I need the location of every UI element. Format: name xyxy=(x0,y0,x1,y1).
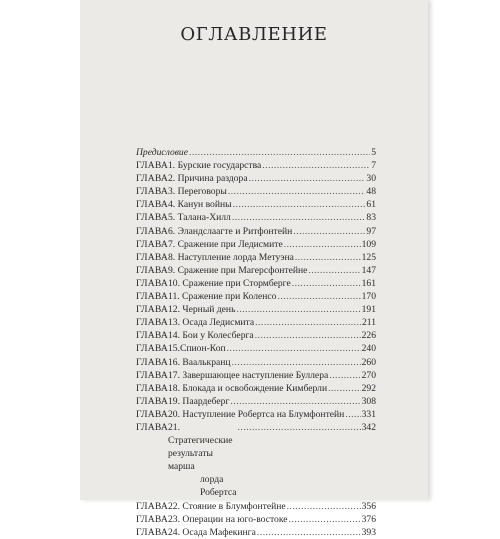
toc-entry-title: 8. Наступление лорда Метуэна xyxy=(168,251,294,263)
toc-chapter-label: ГЛАВА xyxy=(136,526,168,538)
toc-entry-title: 10. Сражение при Стормберге xyxy=(168,277,291,289)
toc-entry[interactable] xyxy=(136,316,376,329)
toc-page-number: 260 xyxy=(361,356,376,368)
dot-leader xyxy=(329,369,360,382)
toc-entry-title: 15.Спион-Коп xyxy=(168,343,226,355)
toc-page-number: 331 xyxy=(361,408,376,420)
toc-chapter-label: ГЛАВА xyxy=(136,277,168,289)
toc-chapter-label: ГЛАВА xyxy=(136,395,168,407)
toc-entry[interactable] xyxy=(136,225,376,238)
toc-page-number: 61 xyxy=(366,199,376,211)
toc-entry-title: Предисловие xyxy=(136,147,188,158)
toc-chapter-label: ГЛАВА xyxy=(136,199,168,211)
toc-chapter-label: ГЛАВА xyxy=(136,421,168,433)
toc-entry[interactable] xyxy=(136,277,376,290)
toc-page-number: 30 xyxy=(366,173,376,185)
toc-page-number: 97 xyxy=(366,225,376,237)
toc-page-number: 240 xyxy=(361,343,376,355)
toc-entry[interactable] xyxy=(136,395,376,408)
toc-entry[interactable] xyxy=(136,172,376,185)
toc-page-number: 393 xyxy=(361,526,376,538)
toc-chapter-label: ГЛАВА xyxy=(136,513,168,525)
toc-entry[interactable] xyxy=(136,526,376,539)
toc-entry-title: 1. Бурские государства xyxy=(168,160,262,172)
toc-entry-title: 13. Осада Ледисмита xyxy=(168,317,255,329)
toc-page-number: 83 xyxy=(366,212,376,224)
toc-page-number: 147 xyxy=(361,264,376,276)
table-of-contents xyxy=(136,146,376,539)
toc-chapter-label: ГЛАВА xyxy=(136,408,168,420)
toc-entry-title: 19. Паардеберг xyxy=(168,395,230,407)
toc-entry[interactable] xyxy=(136,290,376,303)
dot-leader xyxy=(284,238,361,251)
toc-entry[interactable] xyxy=(136,303,376,316)
toc-entry-title: 22. Стояние в Блумфонтейне xyxy=(168,500,286,512)
dot-leader xyxy=(277,290,360,303)
dot-leader xyxy=(308,264,360,277)
toc-entry[interactable] xyxy=(136,251,376,264)
dot-leader xyxy=(292,277,361,290)
dot-leader xyxy=(232,356,361,369)
toc-entry[interactable] xyxy=(136,198,376,211)
dot-leader xyxy=(287,500,361,513)
toc-page-number: 109 xyxy=(361,238,376,250)
toc-entry-title: 6. Эландслаагте и Ритфонтейн xyxy=(168,225,293,237)
dot-leader xyxy=(295,251,361,264)
toc-chapter-label: ГЛАВА xyxy=(136,304,168,316)
toc-chapter-label: ГЛАВА xyxy=(136,500,168,512)
toc-page-number: 211 xyxy=(361,317,376,329)
dot-leader xyxy=(189,146,370,159)
toc-entry[interactable] xyxy=(136,382,376,395)
toc-entry[interactable] xyxy=(136,500,376,513)
toc-entry[interactable] xyxy=(136,264,376,277)
toc-page-number: 7 xyxy=(371,160,376,172)
toc-page-number: 226 xyxy=(361,330,376,342)
toc-entry[interactable] xyxy=(136,238,376,251)
toc-entry[interactable] xyxy=(136,356,376,369)
toc-entry-title: 14. Бои у Колесберга xyxy=(168,330,254,342)
dot-leader xyxy=(236,303,360,316)
toc-chapter-label: ГЛАВА xyxy=(136,382,168,394)
dot-leader xyxy=(345,408,360,421)
toc-entry[interactable] xyxy=(136,421,376,500)
toc-chapter-label: ГЛАВА xyxy=(136,369,168,381)
dot-leader xyxy=(328,382,361,395)
toc-page-number: 292 xyxy=(361,382,376,394)
toc-entry[interactable] xyxy=(136,329,376,342)
toc-entry-title: 12. Черный день xyxy=(168,304,236,316)
toc-entry[interactable] xyxy=(136,369,376,382)
dot-leader xyxy=(232,211,366,224)
toc-page-number: 48 xyxy=(366,186,376,198)
toc-chapter-label: ГЛАВА xyxy=(136,330,168,342)
page-title: ОГЛАВЛЕНИЕ xyxy=(180,24,328,45)
toc-entry[interactable] xyxy=(136,408,376,421)
dot-leader xyxy=(262,159,370,172)
toc-page-number: 270 xyxy=(361,369,376,381)
dot-leader xyxy=(293,225,365,238)
toc-entry-title: 11. Сражение при Коленсо xyxy=(168,291,277,303)
dot-leader xyxy=(227,342,361,355)
toc-entry-title: 2. Причина раздора xyxy=(168,173,248,185)
toc-chapter-label: ГЛАВА xyxy=(136,291,168,303)
dot-leader xyxy=(289,513,361,526)
toc-entry-title: 20. Наступление Робертса на Блумфонтейн xyxy=(168,408,345,420)
toc-entry-title: 17. Завершающее наступление Буллера xyxy=(168,369,329,381)
toc-page-number: 191 xyxy=(361,304,376,316)
dot-leader xyxy=(230,395,360,408)
dot-leader xyxy=(249,172,366,185)
toc-entry-title: 9. Сражение при Магерсфонтейне xyxy=(168,264,308,276)
toc-page-number: 170 xyxy=(361,291,376,303)
toc-entry-title: 5. Талана-Хилл xyxy=(168,212,231,224)
dot-leader xyxy=(257,526,361,539)
toc-chapter-label: ГЛАВА xyxy=(136,186,168,198)
toc-entry[interactable] xyxy=(136,513,376,526)
toc-page-number: 356 xyxy=(361,500,376,512)
toc-chapter-label: ГЛАВА xyxy=(136,225,168,237)
toc-chapter-label: ГЛАВА xyxy=(136,317,168,329)
toc-entry-title-continued: лорда Робертса xyxy=(200,474,237,499)
dot-leader xyxy=(255,316,361,329)
toc-chapter-label: ГЛАВА xyxy=(136,343,168,355)
toc-entry[interactable] xyxy=(136,159,376,172)
toc-entry[interactable] xyxy=(136,342,376,355)
toc-entry-title: 16. Ваалькранц xyxy=(168,356,231,368)
toc-page-number: 161 xyxy=(361,277,376,289)
toc-chapter-label: ГЛАВА xyxy=(136,356,168,368)
toc-entry-title-block xyxy=(168,421,237,500)
toc-entry[interactable] xyxy=(136,185,376,198)
toc-entry-title: 18. Блокада и освобождение Кимберли xyxy=(168,382,328,394)
dot-leader xyxy=(255,329,361,342)
toc-entry-title: 7. Сражение при Ледисмите xyxy=(168,238,283,250)
toc-page-number: 376 xyxy=(361,513,376,525)
dot-leader xyxy=(228,185,366,198)
toc-entry-title: 4. Канун войны xyxy=(168,199,232,211)
book-page xyxy=(80,0,428,538)
toc-chapter-label: ГЛАВА xyxy=(136,251,168,263)
toc-entry-title: 24. Осада Мафекинга xyxy=(168,526,256,538)
toc-entry-title: 23. Операции на юго-востоке xyxy=(168,513,288,525)
toc-page-number: 5 xyxy=(371,147,376,158)
dot-leader xyxy=(238,421,361,434)
toc-entry-title: 3. Переговоры xyxy=(168,186,227,198)
toc-chapter-label: ГЛАВА xyxy=(136,173,168,185)
toc-page-number: 308 xyxy=(361,395,376,407)
dot-leader xyxy=(233,198,366,211)
toc-entry[interactable] xyxy=(136,211,376,224)
toc-page-number: 125 xyxy=(361,251,376,263)
toc-entry-preface[interactable] xyxy=(136,146,376,159)
toc-chapter-label: ГЛАВА xyxy=(136,212,168,224)
toc-chapter-label: ГЛАВА xyxy=(136,160,168,172)
toc-entry-title: 21. Стратегические результаты марша xyxy=(168,421,233,473)
toc-chapter-label: ГЛАВА xyxy=(136,264,168,276)
toc-page-number: 342 xyxy=(361,421,376,433)
toc-chapter-label: ГЛАВА xyxy=(136,238,168,250)
